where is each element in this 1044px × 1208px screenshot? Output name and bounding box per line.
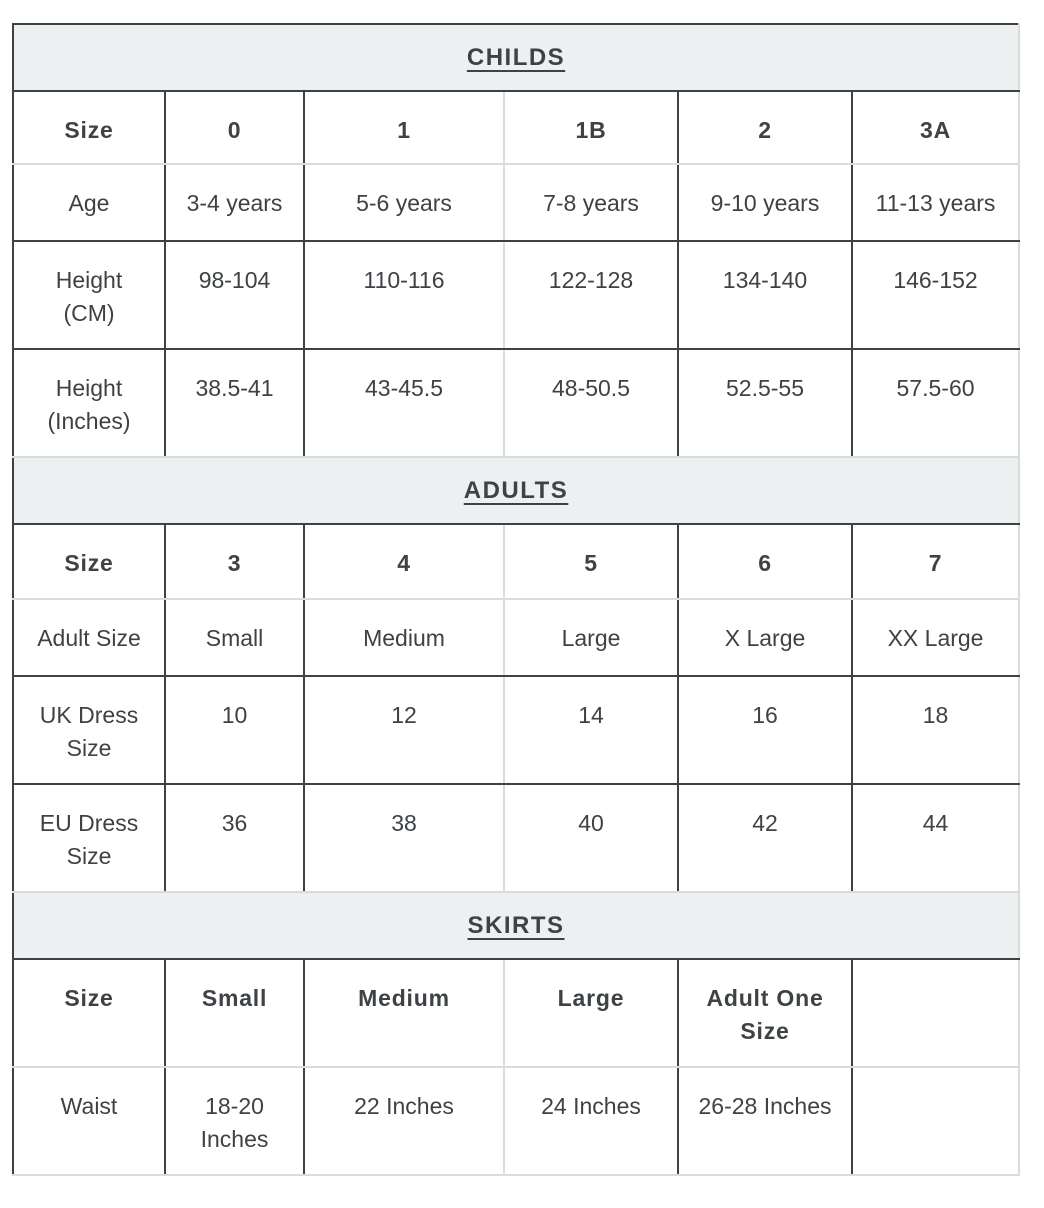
section-title-adults: ADULTS (13, 457, 1019, 524)
childs-age-row (13, 164, 1019, 241)
table-cell: 43-45.5 (304, 349, 504, 457)
table-cell: 122-128 (504, 241, 678, 349)
table-cell: 22 Inches (304, 1067, 504, 1175)
row-label-cell: Size (13, 524, 165, 599)
table-cell: 42 (678, 784, 852, 892)
row-label-cell: Size (13, 91, 165, 164)
table-cell: XX Large (852, 599, 1019, 676)
table-cell: 7 (852, 524, 1019, 599)
table-cell: 38 (304, 784, 504, 892)
table-cell: 0 (165, 91, 304, 164)
section-title-childs: CHILDS (13, 24, 1019, 91)
table-cell (852, 959, 1019, 1067)
table-cell: 7-8 years (504, 164, 678, 241)
table-cell: 18 (852, 676, 1019, 784)
table-cell (852, 1067, 1019, 1175)
table-cell: 110-116 (304, 241, 504, 349)
skirts-size-row (13, 959, 1019, 1067)
table-cell: 5 (504, 524, 678, 599)
table-cell: 146-152 (852, 241, 1019, 349)
table-cell: 10 (165, 676, 304, 784)
table-cell: 2 (678, 91, 852, 164)
childs-height-cm-row (13, 241, 1019, 349)
table-cell: 36 (165, 784, 304, 892)
childs-size-row (13, 91, 1019, 164)
size-chart-table (12, 23, 1020, 1176)
table-cell: 26-28 Inches (678, 1067, 852, 1175)
adults-adult-size-row (13, 599, 1019, 676)
table-cell: 5-6 years (304, 164, 504, 241)
row-label-cell: Adult Size (13, 599, 165, 676)
adults-size-row (13, 524, 1019, 599)
table-cell: 12 (304, 676, 504, 784)
table-cell: 11-13 years (852, 164, 1019, 241)
section-header-row-skirts (13, 892, 1019, 959)
table-cell: 1 (304, 91, 504, 164)
table-cell: 24 Inches (504, 1067, 678, 1175)
table-cell: 14 (504, 676, 678, 784)
adults-eu-dress-row (13, 784, 1019, 892)
row-label-cell: Height (CM) (13, 241, 165, 349)
table-cell: Medium (304, 599, 504, 676)
table-cell: Adult One Size (678, 959, 852, 1067)
table-cell: 40 (504, 784, 678, 892)
section-header-row-childs (13, 24, 1019, 91)
table-cell: 3-4 years (165, 164, 304, 241)
table-cell: X Large (678, 599, 852, 676)
table-cell: Large (504, 959, 678, 1067)
table-cell: 48-50.5 (504, 349, 678, 457)
row-label-cell: Waist (13, 1067, 165, 1175)
row-label-cell: EU Dress Size (13, 784, 165, 892)
table-cell: 1B (504, 91, 678, 164)
table-cell: Small (165, 959, 304, 1067)
skirts-waist-row (13, 1067, 1019, 1175)
table-cell: 3A (852, 91, 1019, 164)
table-cell: Large (504, 599, 678, 676)
table-cell: 4 (304, 524, 504, 599)
row-label-cell: Age (13, 164, 165, 241)
size-chart (12, 23, 1018, 1176)
row-label-cell: Height (Inches) (13, 349, 165, 457)
table-cell: 16 (678, 676, 852, 784)
table-cell: Small (165, 599, 304, 676)
row-label-cell: Size (13, 959, 165, 1067)
table-cell: 9-10 years (678, 164, 852, 241)
childs-height-inches-row (13, 349, 1019, 457)
table-cell: 18-20 Inches (165, 1067, 304, 1175)
table-cell: 98-104 (165, 241, 304, 349)
table-cell: 57.5-60 (852, 349, 1019, 457)
table-cell: 38.5-41 (165, 349, 304, 457)
section-title-skirts: SKIRTS (13, 892, 1019, 959)
table-cell: 44 (852, 784, 1019, 892)
section-header-row-adults (13, 457, 1019, 524)
table-cell: 134-140 (678, 241, 852, 349)
table-cell: 52.5-55 (678, 349, 852, 457)
row-label-cell: UK Dress Size (13, 676, 165, 784)
table-cell: 6 (678, 524, 852, 599)
adults-uk-dress-row (13, 676, 1019, 784)
table-cell: Medium (304, 959, 504, 1067)
table-cell: 3 (165, 524, 304, 599)
